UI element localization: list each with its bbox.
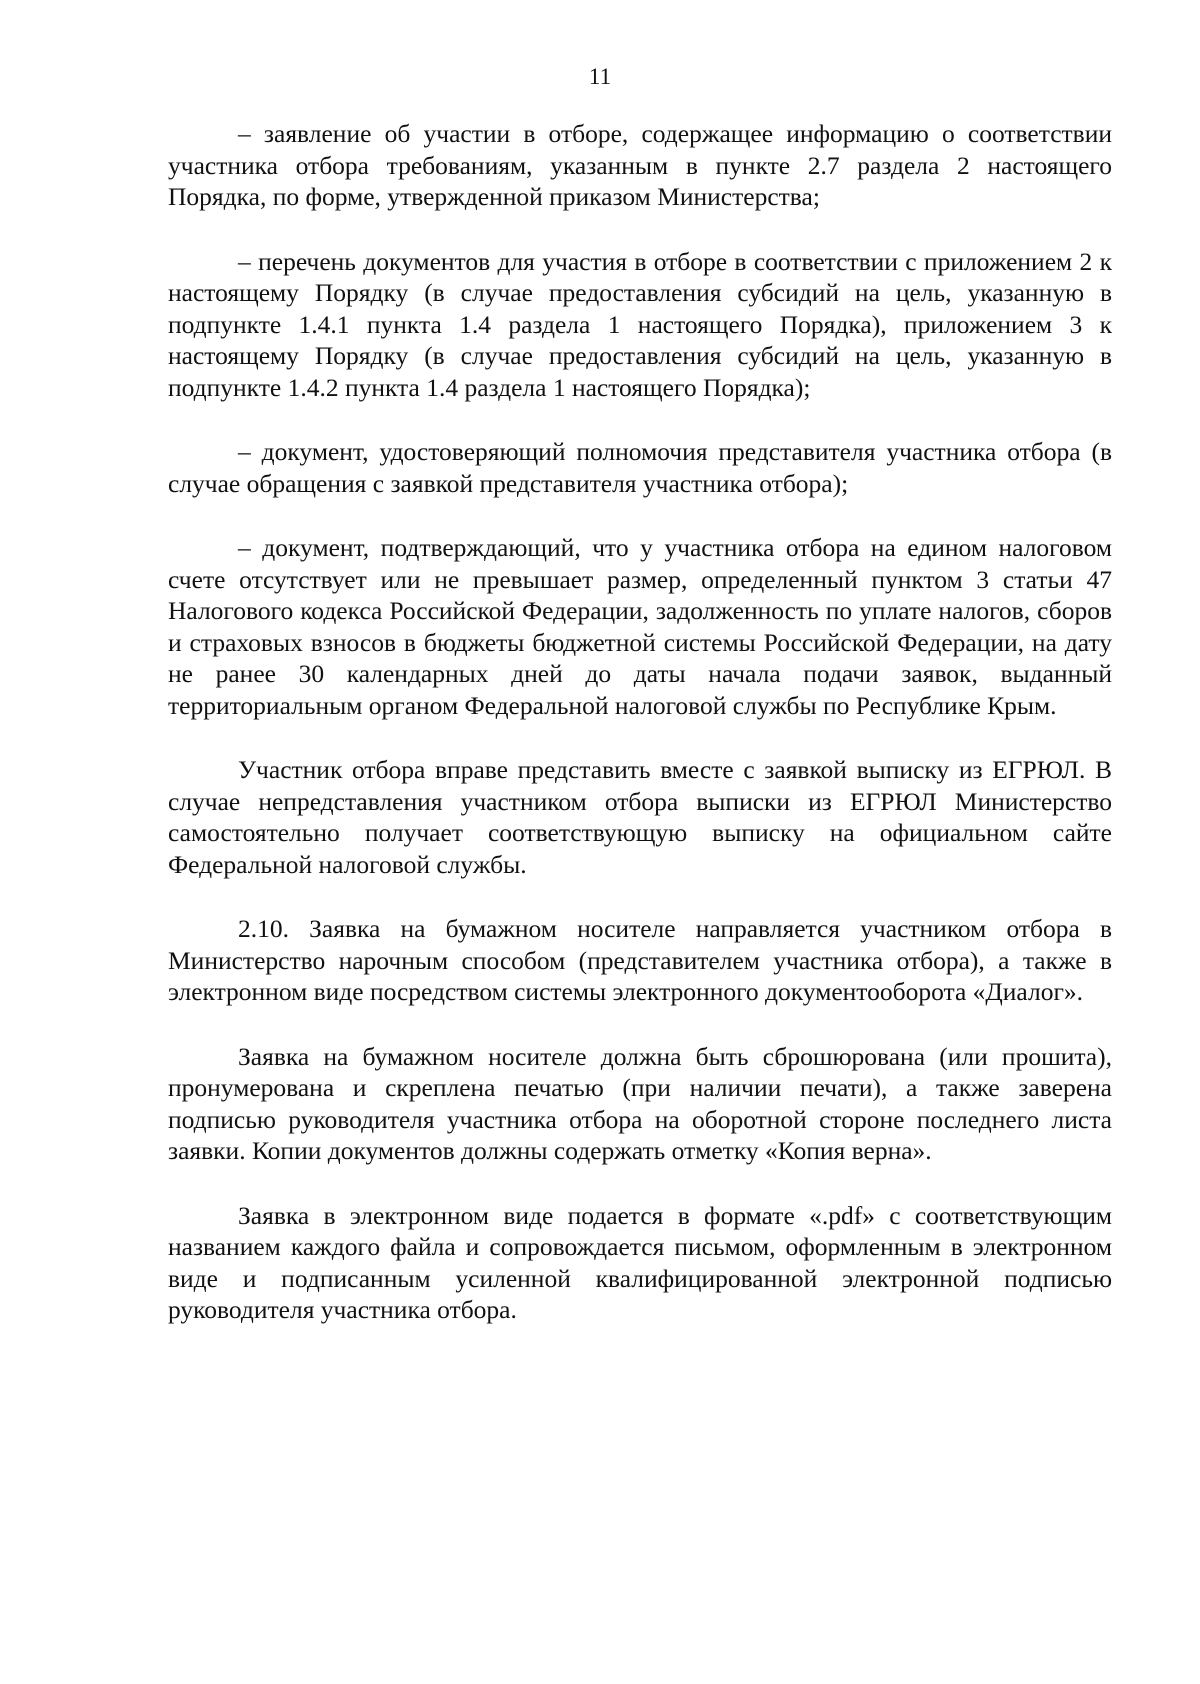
paragraph-representative-authority: – документ, удостоверяющий полномочия представителя участника отбора (в случае обращения с заявкой представителя участника отбора); [168,437,1112,498]
paragraph-egrul-extract: Участник отбора вправе представить вместе с заявкой выписку из ЕГРЮЛ. В случае непредставления участником отбора выписки из ЕГРЮЛ Министерство самостоятельно получает соответствующую выписку на официальном сайте Федеральной налоговой службы. [168,755,1112,879]
paragraph-tax-debt-certificate: – документ, подтверждающий, что у участника отбора на едином налоговом счете отсутствует или не превышает размер, определенный пунктом 3 статьи 47 Налогового кодекса Российской Федерации, задолженность по уплате налогов, сборов и страховых взносов в бюджеты бюджетной системы Российской Федерации, на дату не ранее 30 календарных дней до даты начала подачи заявок, выданный территориальным органом Федеральной налоговой службы по Республике Крым. [168,533,1112,720]
paragraph-document-list: – перечень документов для участия в отборе в соответствии с приложением 2 к настоящему Порядку (в случае предоставления субсидий на цель, указанную в подпункте 1.4.1 пункта 1.4 раздела 1 настоящего Порядка), приложением 3 к настоящему Порядку (в случае предоставления субсидий на цель, указанную в подпункте 1.4.2 пункта 1.4 раздела 1 настоящего Порядка); [168,246,1112,402]
document-body [168,118,1112,1326]
paragraph-application-statement: – заявление об участии в отборе, содержащее информацию о соответствии участника отбора требованиям, указанным в пункте 2.7 раздела 2 настоящего Порядка, по форме, утвержденной приказом Министерства; [168,119,1112,211]
paragraph-paper-binding: Заявка на бумажном носителе должна быть сброшюрована (или прошита), пронумерована и скреплена печатью (при наличии печати), а также заверена подписью руководителя участника отбора на оборотной стороне последнего листа заявки. Копии документов должны содержать отметку «Копия верна». [168,1041,1112,1165]
paragraph-electronic-format: Заявка в электронном виде подается в формате «.pdf» с соответствующим названием каждого файла и сопровождается письмом, оформленным в электронном виде и подписанным усиленной квалифицированной электронной подписью руководителя участника отбора. [168,1200,1112,1324]
paragraph-2-10-submission: 2.10. Заявка на бумажном носителе направляется участником отбора в Министерство нарочным способом (представителем участника отбора), а также в электронном виде посредством системы электронного документооборота «Диалог». [168,914,1112,1006]
page-number: 11 [588,64,612,89]
